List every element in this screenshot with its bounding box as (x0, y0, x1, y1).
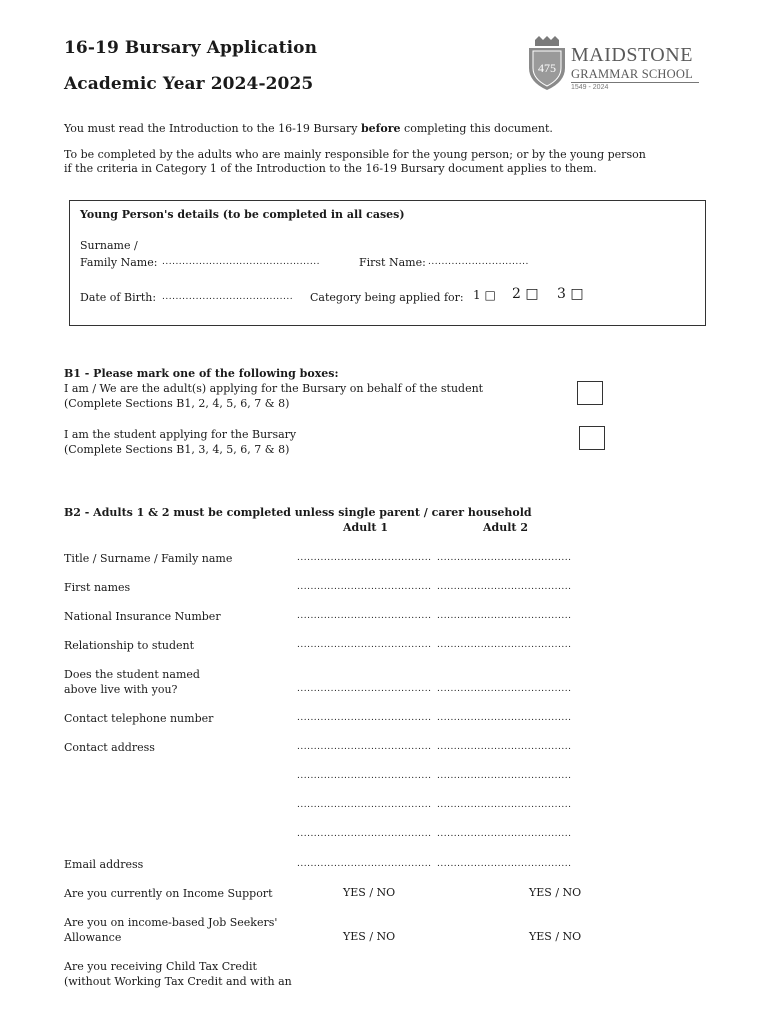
adult-2-title-field[interactable]: ........................................ (437, 553, 572, 563)
adult-2-relationship-field[interactable]: ........................................ (437, 640, 572, 650)
adult-1-header: Adult 1 (343, 521, 388, 534)
ni-number-label: National Insurance Number (64, 610, 221, 623)
adult-1-live-with-field[interactable]: ........................................ (297, 684, 432, 694)
first-names-label: First names (64, 581, 131, 594)
adult-2-address-line-3[interactable]: ........................................ (437, 800, 572, 810)
jsa-label-line-1: Are you on income-based Job Seekers' (64, 916, 278, 929)
b1-option-2-line-2: (Complete Sections B1, 3, 4, 5, 6, 7 & 8) (64, 443, 290, 456)
academic-year-title: Academic Year 2024-2025 (64, 74, 314, 94)
adult-2-live-with-field[interactable]: ........................................ (437, 684, 572, 694)
adult-2-jsa-yes-no[interactable]: YES / NO (529, 930, 582, 943)
adult-2-address-line-4[interactable]: ........................................ (437, 829, 572, 839)
adult-1-address-line-1[interactable]: ........................................ (297, 742, 432, 752)
surname-label-line-1: Surname / (80, 239, 138, 252)
live-with-label-line-2: above live with you? (64, 683, 178, 696)
crest-icon (525, 34, 569, 94)
adult-2-ni-field[interactable]: ........................................ (437, 611, 572, 621)
intro-text-b: completing this document. (400, 122, 553, 135)
b1-adult-checkbox[interactable] (577, 381, 603, 405)
b2-heading: B2 - Adults 1 & 2 must be completed unless single parent / carer household (64, 506, 532, 519)
adult-1-address-line-4[interactable]: ........................................ (297, 829, 432, 839)
adult-1-jsa-yes-no[interactable]: YES / NO (343, 930, 396, 943)
adult-2-header: Adult 2 (483, 521, 528, 534)
category-2-checkbox[interactable]: 2 □ (512, 286, 539, 302)
intro-paragraph-1 (64, 121, 553, 136)
intro-text-a: You must read the Introduction to the 16-19 Bursary (64, 122, 361, 135)
ctc-label-line-2: (without Working Tax Credit and with an (64, 975, 292, 988)
b1-option-2-line-1: I am the student applying for the Bursary (64, 428, 297, 441)
category-1-checkbox[interactable]: 1 □ (473, 288, 496, 302)
category-3-checkbox[interactable]: 3 □ (557, 286, 584, 302)
adult-1-title-field[interactable]: ........................................ (297, 553, 432, 563)
first-name-label: First Name: (359, 256, 426, 269)
surname-label-line-2: Family Name: (80, 256, 158, 269)
adult-2-address-line-1[interactable]: ........................................ (437, 742, 572, 752)
dob-field[interactable]: ....................................... (162, 292, 294, 302)
b1-option-1-line-1: I am / We are the adult(s) applying for the Bursary on behalf of the student (64, 382, 484, 395)
category-label: Category being applied for: (310, 291, 464, 304)
email-label: Email address (64, 858, 144, 871)
adult-1-phone-field[interactable]: ........................................ (297, 713, 432, 723)
adult-1-income-support-yes-no[interactable]: YES / NO (343, 886, 396, 899)
adult-1-ni-field[interactable]: ........................................ (297, 611, 432, 621)
relationship-label: Relationship to student (64, 639, 195, 652)
intro-paragraph-2-line-2: if the criteria in Category 1 of the Introduction to the 16-19 Bursary document applies to them. (64, 162, 597, 175)
adult-2-email-field[interactable]: ........................................ (437, 859, 572, 869)
adult-1-relationship-field[interactable]: ........................................ (297, 640, 432, 650)
adult-2-income-support-yes-no[interactable]: YES / NO (529, 886, 582, 899)
adult-2-first-names-field[interactable]: ........................................ (437, 582, 572, 592)
adult-1-first-names-field[interactable]: ........................................ (297, 582, 432, 592)
live-with-label-line-1: Does the student named (64, 668, 200, 681)
crest-number: 475 (538, 61, 556, 75)
ctc-label-line-1: Are you receiving Child Tax Credit (64, 960, 257, 973)
adult-1-address-line-2[interactable]: ........................................ (297, 771, 432, 781)
jsa-label-line-2: Allowance (64, 931, 122, 944)
adult-1-address-line-3[interactable]: ........................................ (297, 800, 432, 810)
school-name: MAIDSTONE (571, 44, 693, 66)
adult-2-phone-field[interactable]: ........................................ (437, 713, 572, 723)
school-years: 1549 - 2024 (571, 84, 609, 91)
details-heading: Young Person's details (to be completed in all cases) (80, 208, 405, 221)
first-name-field[interactable]: .............................. (428, 257, 529, 267)
dob-label: Date of Birth: (80, 291, 157, 304)
adult-2-address-line-2[interactable]: ........................................ (437, 771, 572, 781)
title-surname-label: Title / Surname / Family name (64, 552, 233, 565)
address-label: Contact address (64, 741, 155, 754)
intro-paragraph-2-line-1: To be completed by the adults who are mainly responsible for the young person; or by the young person (64, 148, 646, 161)
intro-text-bold: before (360, 122, 401, 135)
b1-option-1-line-2: (Complete Sections B1, 2, 4, 5, 6, 7 & 8) (64, 397, 290, 410)
adult-1-email-field[interactable]: ........................................ (297, 859, 432, 869)
logo-divider (571, 82, 699, 83)
income-support-label: Are you currently on Income Support (64, 887, 273, 900)
school-subname: GRAMMAR SCHOOL (571, 67, 693, 81)
b1-student-checkbox[interactable] (579, 426, 605, 450)
form-title: 16-19 Bursary Application (64, 38, 318, 58)
school-logo (525, 34, 705, 94)
b1-heading: B1 - Please mark one of the following boxes: (64, 367, 339, 380)
phone-label: Contact telephone number (64, 712, 214, 725)
surname-field[interactable]: ............................................... (162, 257, 320, 267)
